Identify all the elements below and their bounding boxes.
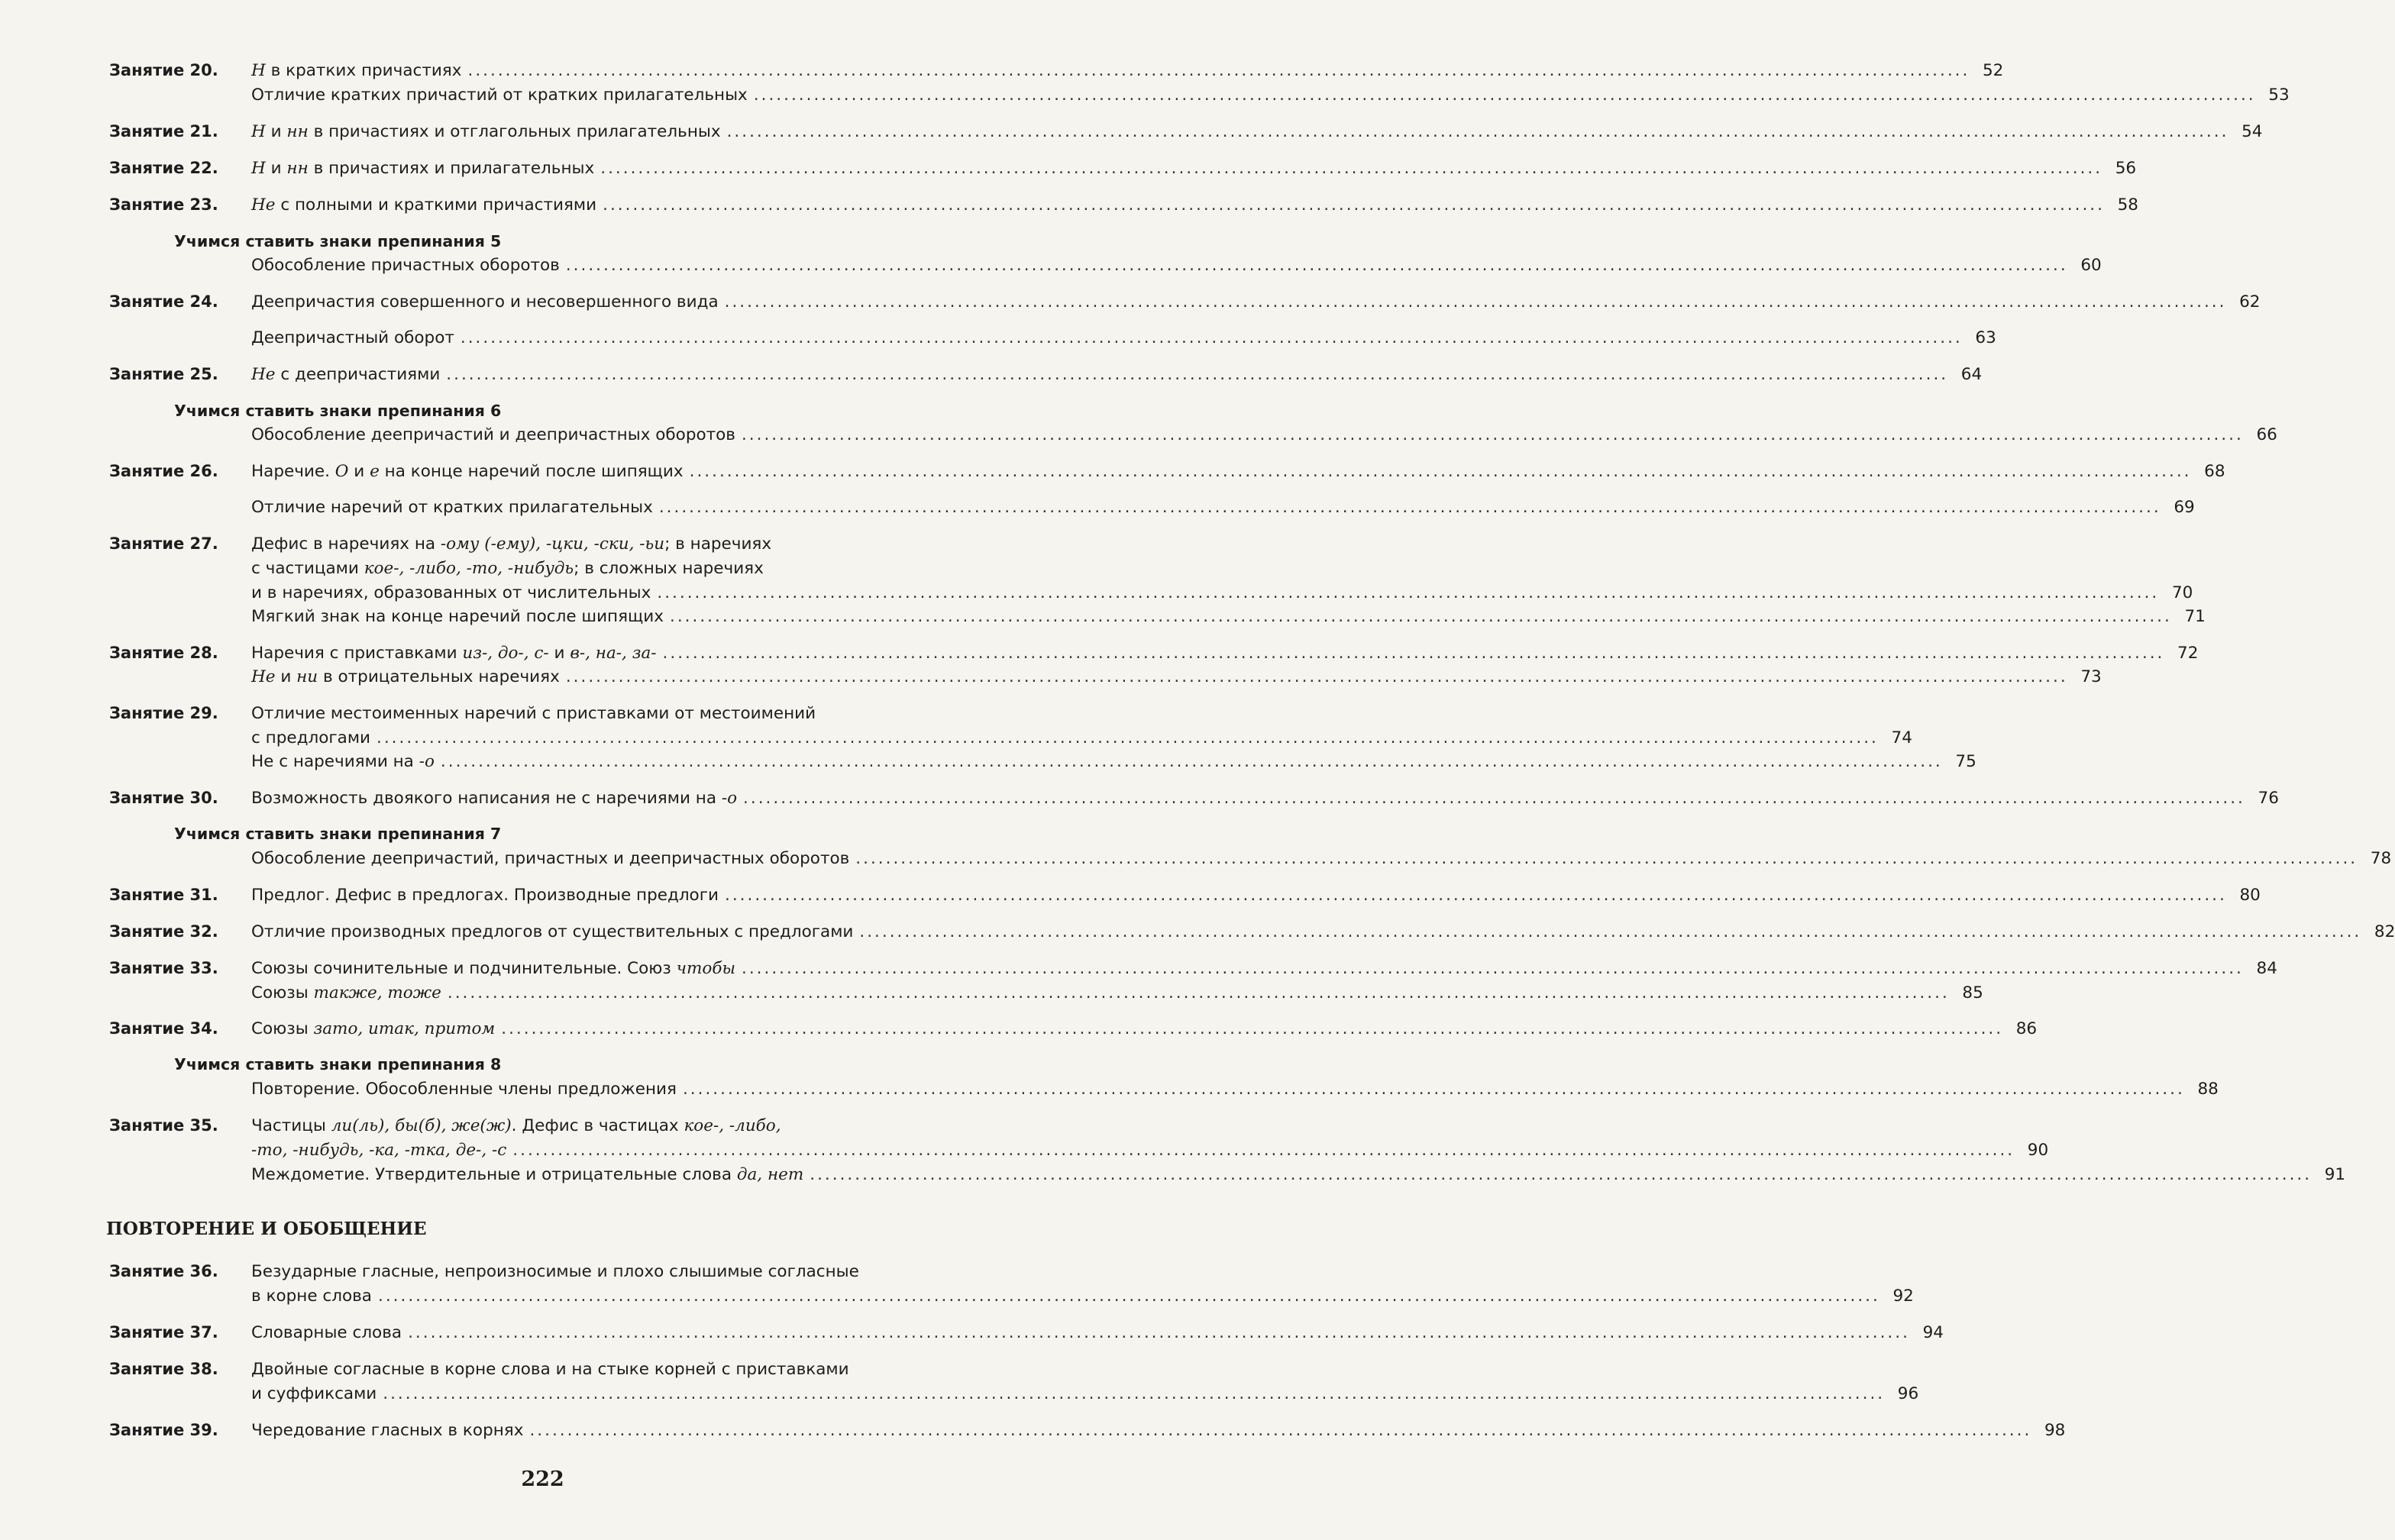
leader-dots: ........................................................................................................................................................................................................: [682, 1080, 2185, 1099]
punctuation-section-title: Учимся ставить знаки препинания 7: [174, 825, 502, 843]
topic-title: и суффиксами: [251, 1384, 377, 1403]
topic-title: -то, -нибудь, -ка, -тка, де-, -с: [251, 1141, 507, 1160]
punctuation-section-title: Учимся ставить знаки препинания 8: [174, 1055, 502, 1073]
topic-title: Словарные слова: [251, 1323, 402, 1342]
topic-title: Н и нн в причастиях и прилагательных: [251, 159, 595, 178]
page-ref: 70: [2171, 583, 2193, 602]
topic-title: Союзы также, тоже: [251, 983, 441, 1002]
lesson-label: Занятие 23.: [109, 195, 218, 214]
page-ref: 78: [2370, 849, 2392, 868]
lesson-label: Занятие 33.: [109, 959, 218, 977]
toc-line: [251, 1165, 2346, 1184]
leader-dots: ........................................................................................................................................................................................................: [753, 86, 2256, 105]
page-ref: 66: [2256, 425, 2277, 444]
topic-title: и в наречиях, образованных от числительных: [251, 583, 651, 602]
lesson-label: Занятие 31.: [109, 886, 218, 904]
topic-title: Междометие. Утвердительные и отрицательные слова да, нет: [251, 1165, 804, 1184]
page-ref: 72: [2177, 644, 2199, 663]
topic-title: Отличие кратких причастий от кратких прилагательных: [251, 86, 748, 105]
lesson-label: Занятие 38.: [109, 1360, 218, 1378]
topic-title: Деепричастный оборот: [251, 328, 454, 347]
toc-line: [251, 292, 2261, 312]
leader-dots: ........................................................................................................................................................................................................: [810, 1165, 2313, 1184]
page-ref: 82: [2374, 922, 2395, 941]
page-ref: 74: [1891, 728, 1912, 747]
page-ref: 63: [1975, 328, 1996, 347]
lesson-label: Занятие 34.: [109, 1019, 218, 1038]
leader-dots: ........................................................................................................................................................................................................: [658, 498, 2161, 517]
leader-dots: ........................................................................................................................................................................................................: [408, 1323, 1910, 1342]
punctuation-section-title: Учимся ставить знаки препинания 6: [174, 402, 502, 420]
topic-title: Не с деепричастиями: [251, 365, 441, 384]
toc-line: [251, 122, 2263, 141]
leader-dots: ........................................................................................................................................................................................................: [689, 462, 2192, 481]
leader-dots: ........................................................................................................................................................................................................: [662, 644, 2165, 663]
page-ref: 52: [1982, 61, 2004, 80]
toc-line: [251, 1116, 1033, 1135]
leader-dots: ........................................................................................................................................................................................................: [383, 1384, 1886, 1403]
leader-dots: ........................................................................................................................................................................................................: [726, 122, 2229, 141]
page-ref: 94: [1922, 1323, 1944, 1342]
topic-title: Обособление деепричастий, причастных и деепричастных оборотов: [251, 849, 850, 868]
topic-title: с предлогами: [251, 728, 371, 747]
leader-dots: ........................................................................................................................................................................................................: [529, 1421, 2032, 1440]
topic-title: Возможность двоякого написания не с наречиями на -о: [251, 789, 738, 808]
topic-title: Двойные согласные в корне слова и на стыке корней с приставками: [251, 1360, 849, 1379]
lesson-label: Занятие 24.: [109, 292, 218, 311]
toc-line: [251, 425, 2277, 444]
toc-line: [251, 1019, 2038, 1038]
topic-title: Безударные гласные, непроизносимые и плохо слышимые согласные: [251, 1262, 859, 1281]
leader-dots: ........................................................................................................................................................................................................: [742, 959, 2244, 978]
topic-title: Союзы зато, итак, притом: [251, 1019, 496, 1038]
leader-dots: ........................................................................................................................................................................................................: [501, 1019, 2004, 1038]
page-ref: 76: [2258, 789, 2279, 808]
leader-dots: ........................................................................................................................................................................................................: [724, 292, 2227, 312]
topic-title: Отличие производных предлогов от существительных с предлогами: [251, 922, 854, 941]
page-ref: 60: [2080, 256, 2102, 275]
lesson-label: Занятие 32.: [109, 922, 218, 941]
topic-title: Обособление причастных оборотов: [251, 256, 560, 275]
page-number: 222: [521, 1467, 564, 1491]
page-ref: 91: [2324, 1165, 2346, 1184]
topic-title: Н и нн в причастиях и отглагольных прилагательных: [251, 122, 721, 141]
leader-dots: ........................................................................................................................................................................................................: [859, 922, 2362, 941]
toc-line: [251, 159, 2137, 178]
toc-line: [251, 752, 1976, 771]
topic-title: Союзы сочинительные и подчинительные. Союз чтобы: [251, 959, 736, 978]
lesson-label: Занятие 21.: [109, 122, 218, 140]
topic-title: Повторение. Обособленные члены предложения: [251, 1080, 677, 1099]
lesson-label: Занятие 27.: [109, 534, 218, 553]
toc-line: [251, 667, 2102, 686]
lesson-label: Занятие 30.: [109, 789, 218, 807]
topic-title: Отличие наречий от кратких прилагательных: [251, 498, 653, 517]
toc-line: [251, 534, 1033, 554]
lesson-label: Занятие 26.: [109, 462, 218, 480]
topic-title: Не с наречиями на -о: [251, 752, 435, 771]
toc-line: [251, 1141, 2049, 1160]
toc-line: [251, 195, 2138, 215]
toc-line: [251, 1287, 1914, 1306]
toc-line: [251, 1323, 1944, 1342]
page-ref: 85: [1962, 983, 1983, 1002]
page-ref: 58: [2117, 195, 2138, 215]
page-ref: 98: [2044, 1421, 2066, 1440]
topic-title: Деепричастия совершенного и несовершенного вида: [251, 292, 719, 312]
lesson-label: Занятие 29.: [109, 704, 218, 722]
topic-title: Наречия с приставками из-, до-, с- и в-, на-, за-: [251, 644, 657, 663]
leader-dots: ........................................................................................................................................................................................................: [743, 789, 2245, 808]
topic-title: Не и ни в отрицательных наречиях: [251, 667, 560, 686]
page-ref: 62: [2239, 292, 2261, 312]
page-ref: 73: [2080, 667, 2102, 686]
leader-dots: ........................................................................................................................................................................................................: [512, 1141, 2015, 1160]
topic-title: Предлог. Дефис в предлогах. Производные предлоги: [251, 886, 719, 905]
leader-dots: ........................................................................................................................................................................................................: [565, 256, 2068, 275]
page-ref: 64: [1960, 365, 1983, 384]
leader-dots: ........................................................................................................................................................................................................: [377, 1287, 1880, 1306]
page-ref: 68: [2204, 462, 2225, 481]
page-ref: 54: [2241, 122, 2263, 141]
toc-line: [251, 462, 2225, 481]
page-ref: 53: [2268, 86, 2290, 105]
lesson-label: Занятие 28.: [109, 644, 218, 662]
leader-dots: ........................................................................................................................................................................................................: [446, 365, 1949, 384]
toc-line: [251, 789, 2279, 808]
toc-line: [251, 1080, 2219, 1099]
leader-dots: ........................................................................................................................................................................................................: [657, 583, 2160, 602]
toc-line: [251, 583, 2193, 602]
leader-dots: ........................................................................................................................................................................................................: [467, 61, 1970, 80]
topic-title: Наречие. О и е на конце наречий после шипящих: [251, 462, 684, 481]
toc-line: [251, 559, 1033, 578]
punctuation-section-title: Учимся ставить знаки препинания 5: [174, 232, 502, 250]
toc-line: [251, 1421, 2066, 1440]
page-ref: 80: [2239, 886, 2261, 905]
page-ref: 92: [1892, 1287, 1914, 1306]
page-ref: 69: [2174, 498, 2195, 517]
topic-title: Н в кратких причастиях: [251, 61, 462, 80]
page-ref: 88: [2197, 1080, 2219, 1099]
lesson-label: Занятие 36.: [109, 1262, 218, 1280]
topic-title: в корне слова: [251, 1287, 372, 1306]
leader-dots: ........................................................................................................................................................................................................: [670, 607, 2172, 626]
topic-title: Мягкий знак на конце наречий после шипящих: [251, 607, 664, 626]
page-ref: 90: [2027, 1141, 2049, 1160]
leader-dots: ........................................................................................................................................................................................................: [565, 667, 2068, 686]
toc-line: [251, 328, 1996, 347]
toc-line: [251, 922, 2395, 941]
toc-line: [251, 704, 1033, 723]
toc-line: [251, 644, 2199, 663]
lesson-label: Занятие 39.: [109, 1421, 218, 1439]
leader-dots: ........................................................................................................................................................................................................: [724, 886, 2227, 905]
topic-title: Частицы ли(ль), бы(б), же(ж). Дефис в частицах кое-, -либо,: [251, 1116, 781, 1135]
lesson-label: Занятие 35.: [109, 1116, 218, 1135]
page-ref: 84: [2256, 959, 2277, 978]
lesson-label: Занятие 37.: [109, 1323, 218, 1341]
page-ref: 86: [2015, 1019, 2038, 1038]
topic-title: Обособление деепричастий и деепричастных оборотов: [251, 425, 735, 444]
topic-title: Отличие местоименных наречий с приставками от местоимений: [251, 704, 816, 723]
topic-title: Не с полными и краткими причастиями: [251, 195, 597, 215]
toc-line: [251, 365, 1983, 384]
page-ref: 56: [2115, 159, 2137, 178]
toc-line: [251, 1360, 1033, 1379]
toc-line: [251, 849, 2392, 868]
page-ref: 75: [1955, 752, 1976, 771]
leader-dots: ........................................................................................................................................................................................................: [440, 752, 1943, 771]
lesson-label: Занятие 25.: [109, 365, 218, 383]
toc-line: [251, 886, 2261, 905]
section-heading: ПОВТОРЕНИЕ И ОБОБЩЕНИЕ: [106, 1219, 427, 1239]
lesson-label: Занятие 22.: [109, 159, 218, 177]
toc-line: [251, 728, 1912, 747]
toc-line: [251, 86, 2290, 105]
topic-title: Чередование гласных в корнях: [251, 1421, 524, 1440]
toc-line: [251, 607, 2206, 626]
toc-line: [251, 1384, 1919, 1403]
leader-dots: ........................................................................................................................................................................................................: [603, 195, 2105, 215]
toc-line: [251, 61, 2004, 80]
toc-line: [251, 498, 2195, 517]
leader-dots: ........................................................................................................................................................................................................: [600, 159, 2103, 178]
toc-line: [251, 983, 1983, 1002]
leader-dots: ........................................................................................................................................................................................................: [741, 425, 2244, 444]
leader-dots: ........................................................................................................................................................................................................: [447, 983, 1950, 1002]
topic-title: с частицами кое-, -либо, -то, -нибудь; в сложных наречиях: [251, 559, 764, 578]
toc-line: [251, 256, 2102, 275]
topic-title: Дефис в наречиях на -ому (-ему), -цки, -ски, -ьи; в наречиях: [251, 534, 772, 554]
lesson-label: Занятие 20.: [109, 61, 218, 79]
toc-line: [251, 959, 2277, 978]
leader-dots: ........................................................................................................................................................................................................: [377, 728, 1879, 747]
leader-dots: ........................................................................................................................................................................................................: [855, 849, 2358, 868]
page-ref: 96: [1897, 1384, 1919, 1403]
page-ref: 71: [2184, 607, 2206, 626]
toc-line: [251, 1262, 1033, 1281]
leader-dots: ........................................................................................................................................................................................................: [460, 328, 1963, 347]
